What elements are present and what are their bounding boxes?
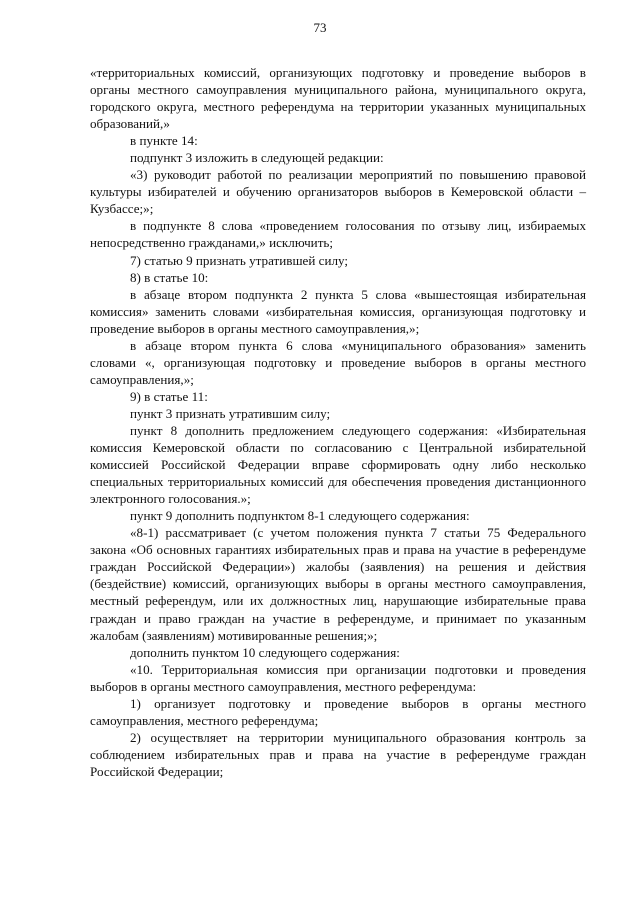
document-body <box>90 64 586 780</box>
paragraph: «территориальных комиссий, организующих подготовку и проведение выборов в органы местного самоуправления муниципального района, муниципального округа, городского округа, местного референдума на территории указанных муниципальных образований,» <box>90 65 586 132</box>
paragraph: 9) в статье 11: <box>130 388 208 404</box>
paragraph: в абзаце втором пункта 6 слова «муниципального образования» заменить словами «, организующая подготовку и проведение выборов в органы местного самоуправления,»; <box>90 337 586 387</box>
paragraph: «8-1) рассматривает (с учетом положения пункта 7 статьи 75 Федерального закона «Об основных гарантиях избирательных прав и права на участие в референдуме граждан Российской Федерации») жалобы (заявления) на решения и действия (бездействие) комиссий, организующих выборы в органы местного самоуправления, местный референдум, или их должностных лиц, нарушающие избирательные права граждан и право граждан на участие в референдуме, и принимает по указанным жалобам (заявлениям) мотивированные решения;»; <box>90 525 586 643</box>
paragraph: подпункт 3 изложить в следующей редакции: <box>130 150 384 166</box>
page-number: 73 <box>313 20 327 35</box>
paragraph: 8) в статье 10: <box>130 269 209 285</box>
paragraph: 2) осуществляет на территории муниципального образования контроль за соблюдением избирательных прав и права на участие в референдуме граждан Российской Федерации; <box>90 729 586 779</box>
paragraph: 1) организует подготовку и проведение выборов в органы местного самоуправления, местного референдума; <box>90 695 586 728</box>
paragraph: «3) руководит работой по реализации мероприятий по повышению правовой культуры избирателей и обучению организаторов выборов в Кемеровской области – Кузбассе;»; <box>90 167 586 217</box>
paragraph: дополнить пунктом 10 следующего содержания: <box>130 644 400 660</box>
paragraph: пункт 3 признать утратившим силу; <box>130 405 331 421</box>
paragraph: 7) статью 9 признать утратившей силу; <box>130 252 348 268</box>
paragraph: в подпункте 8 слова «проведением голосования по отзыву лиц, избираемых непосредственно гражданами,» исключить; <box>90 218 586 251</box>
paragraph: пункт 8 дополнить предложением следующего содержания: «Избирательная комиссия Кемеровской области по согласованию с Центральной избирательной комиссией Российской Федерации вправе сформировать одну либо несколько специальных территориальных комиссий для обеспечения проведения дистанционного электронного голосования.»; <box>90 422 586 507</box>
paragraph: пункт 9 дополнить подпунктом 8-1 следующего содержания: <box>130 508 470 524</box>
paragraph: «10. Территориальная комиссия при организации подготовки и проведения выборов в органы местного самоуправления, местного референдума: <box>90 661 586 694</box>
paragraph: в абзаце втором подпункта 2 пункта 5 слова «вышестоящая избирательная комиссия» заменить словами «избирательная комиссия, организующая подготовку и проведение выборов в органы местного самоуправления,»; <box>90 286 586 336</box>
paragraph: в пункте 14: <box>130 133 198 149</box>
